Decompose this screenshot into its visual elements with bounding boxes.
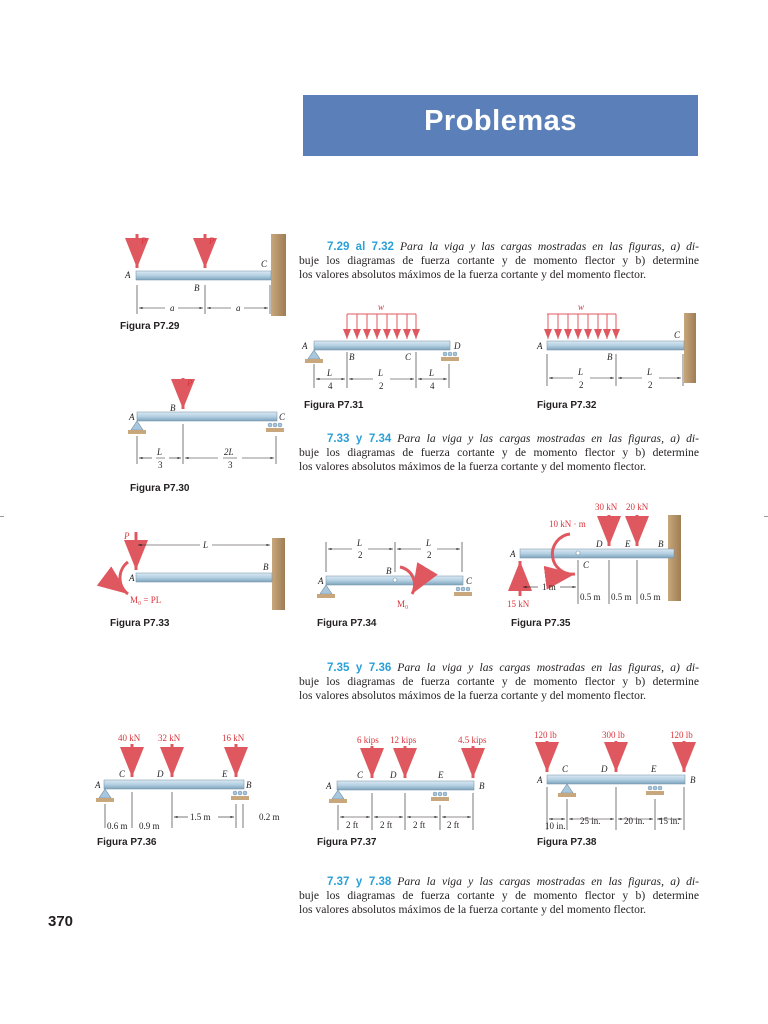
figure-p737 xyxy=(325,735,487,830)
dimension-label: 2 xyxy=(358,550,363,560)
point-label: C xyxy=(357,770,364,780)
dimension-label: L xyxy=(378,368,384,378)
pin-support xyxy=(308,350,320,359)
figure-caption: Figura P7.30 xyxy=(130,483,190,494)
figure-caption: Figura P7.38 xyxy=(537,837,597,848)
point-label: B xyxy=(194,283,200,293)
dimension-label: a xyxy=(236,303,241,313)
text-line: los valores absolutos máximos de la fuerza cortante y del momento flector. xyxy=(299,460,647,473)
roller-support xyxy=(443,352,447,356)
point-label: A xyxy=(129,412,135,422)
dimension-label: 20 in. xyxy=(624,816,645,826)
roller-support xyxy=(433,792,437,796)
load-label: P xyxy=(187,378,193,388)
load-label: 120 lb xyxy=(670,730,693,740)
section-title: Problemas xyxy=(424,105,577,137)
beam xyxy=(136,573,272,582)
point-label: B xyxy=(349,352,355,362)
point-label: E xyxy=(625,539,631,549)
load-label: 4.5 kips xyxy=(458,735,487,745)
load-label: w xyxy=(578,302,585,312)
point-label: D xyxy=(601,764,608,774)
load-label: 32 kN xyxy=(158,733,181,743)
problem-number: 7.35 y 7.36 xyxy=(327,662,392,674)
figure-p729 xyxy=(124,234,286,316)
moment-arrow xyxy=(120,562,128,594)
pin-support xyxy=(99,789,111,798)
point-label: A xyxy=(537,775,543,785)
point-label: B xyxy=(170,403,176,413)
beam xyxy=(520,549,674,558)
point-label: B xyxy=(479,781,485,791)
text-line: los valores absolutos máximos de la fuerza cortante y del momento flector. xyxy=(299,689,647,702)
dimension-label: 4 xyxy=(430,381,435,391)
figure-p732 xyxy=(536,302,696,390)
pin-support xyxy=(320,585,332,594)
dimension-label: L xyxy=(157,447,163,457)
text-line: Para la viga y las cargas mostradas en las figuras, a) di- xyxy=(397,875,699,888)
load-label: P xyxy=(124,531,130,541)
text-line: Para la viga y las cargas mostradas en las figuras, a) di- xyxy=(397,432,699,445)
load-label: 12 kips xyxy=(390,735,417,745)
point-label: C xyxy=(674,330,681,340)
dimension-label: 3 xyxy=(158,460,163,470)
figure-caption: Figura P7.37 xyxy=(317,837,377,848)
figure-p736 xyxy=(94,733,280,831)
point-label: A xyxy=(302,341,308,351)
dimension-label: L xyxy=(426,538,432,548)
text-line: buje los diagramas de fuerza cortante y de momento flector y b) determine xyxy=(299,446,699,459)
point-label: B xyxy=(263,562,269,572)
point-label: D xyxy=(596,539,603,549)
moment-label: M₀ xyxy=(397,599,409,609)
dimension-label: L xyxy=(647,367,653,377)
problem-number: 7.33 y 7.34 xyxy=(327,433,392,445)
roller-support xyxy=(456,587,460,591)
figure-p738 xyxy=(534,730,696,831)
dimension-label: 10 in. xyxy=(545,821,566,831)
load-label: P xyxy=(209,236,215,246)
dimension-label: 2 ft xyxy=(346,820,359,830)
dimension-label: 2 ft xyxy=(380,820,393,830)
figure-caption: Figura P7.33 xyxy=(110,618,170,629)
dimension-label: L xyxy=(429,368,435,378)
point-label: E xyxy=(651,764,657,774)
load-label: 6 kips xyxy=(357,735,379,745)
point-label: D xyxy=(157,769,164,779)
beam xyxy=(547,775,685,784)
dimension-label: 0.5 m xyxy=(611,592,632,602)
dimension-label: 25 in. xyxy=(580,816,601,826)
beam xyxy=(137,412,277,421)
text-line: los valores absolutos máximos de la fuerza cortante y del momento flector. xyxy=(299,268,647,281)
dimension-label: L xyxy=(578,367,584,377)
figure-caption: Figura P7.34 xyxy=(317,618,377,629)
text-line: los valores absolutos máximos de la fuerza cortante y del momento flector. xyxy=(299,903,647,916)
roller-support xyxy=(268,423,272,427)
figure-caption: Figura P7.35 xyxy=(511,618,571,629)
dimension-label: a xyxy=(170,303,175,313)
point-label: C xyxy=(405,352,412,362)
text-line: Para la viga y las cargas mostradas en las figuras, a) di- xyxy=(399,240,699,253)
point-label: C xyxy=(119,769,126,779)
pin-support xyxy=(561,784,573,793)
dimension-label: 3 xyxy=(228,460,233,470)
point-label: A xyxy=(537,341,543,351)
point-label: A xyxy=(125,270,131,280)
dimension-label: 2 xyxy=(579,380,584,390)
figure-p735 xyxy=(507,502,681,609)
moment-label: M₀ = PL xyxy=(130,595,162,605)
load-label: 10 kN · m xyxy=(549,519,586,529)
point-label: B xyxy=(607,352,613,362)
dimension-label: 2 xyxy=(379,381,384,391)
point-label: A xyxy=(129,573,135,583)
load-label: w xyxy=(378,302,385,312)
beam xyxy=(104,780,244,789)
point-label: C xyxy=(261,259,268,269)
text-line: Para la viga y las cargas mostradas en las figuras, a) di- xyxy=(397,661,699,674)
dimension-label: 2L xyxy=(224,447,234,457)
load-label: P xyxy=(141,236,147,246)
text-line: buje los diagramas de fuerza cortante y de momento flector y b) determine xyxy=(299,889,699,902)
point-label: A xyxy=(318,576,324,586)
load-label: 16 kN xyxy=(222,733,245,743)
dimension-label: 0.5 m xyxy=(640,592,661,602)
point-label: B xyxy=(246,780,252,790)
roller-support xyxy=(648,786,652,790)
point-label: B xyxy=(658,539,664,549)
roller-support xyxy=(233,791,237,795)
load-label: 120 lb xyxy=(534,730,557,740)
point-label: B xyxy=(690,775,696,785)
point-label: D xyxy=(390,770,397,780)
dimension-label: 2 xyxy=(648,380,653,390)
load-label: 30 kN xyxy=(595,502,618,512)
pin-support xyxy=(131,421,143,430)
dimension-label: L xyxy=(357,538,363,548)
point-label: A xyxy=(510,549,516,559)
point-label: C xyxy=(583,560,590,570)
dimension-label: L xyxy=(203,540,209,550)
text-line: buje los diagramas de fuerza cortante y de momento flector y b) determine xyxy=(299,254,699,267)
dimension-label: 2 xyxy=(427,550,432,560)
point-label: C xyxy=(279,412,286,422)
point-label: D xyxy=(454,341,461,351)
ground xyxy=(128,430,146,434)
dimension-label: 4 xyxy=(328,381,333,391)
load-label: 15 kN xyxy=(507,599,530,609)
beam xyxy=(314,341,450,350)
figure-caption: Figura P7.32 xyxy=(537,400,597,411)
wall-support xyxy=(684,313,696,383)
problem-number: 7.37 y 7.38 xyxy=(327,876,392,888)
beam xyxy=(337,781,474,790)
dimension-label: 2 ft xyxy=(413,820,426,830)
figure-p730 xyxy=(128,378,286,470)
point-label: A xyxy=(326,781,332,791)
point-label: E xyxy=(222,769,228,779)
point-label: E xyxy=(438,770,444,780)
wall-support xyxy=(272,538,285,610)
text-line: buje los diagramas de fuerza cortante y de momento flector y b) determine xyxy=(299,675,699,688)
dimension-label: 1.5 m xyxy=(190,812,211,822)
figure-caption: Figura P7.29 xyxy=(120,321,180,332)
dimension-label: 0.9 m xyxy=(139,821,160,831)
dimension-label: 0.5 m xyxy=(580,592,601,602)
dimension-label: 2 ft xyxy=(447,820,460,830)
page-number: 370 xyxy=(48,913,74,930)
dimension-label: 15 in. xyxy=(659,816,680,826)
figure-p731 xyxy=(301,302,461,391)
point-label: C xyxy=(562,764,569,774)
dimension-label: 1 m xyxy=(542,582,556,592)
figure-caption: Figura P7.36 xyxy=(97,837,157,848)
problem-number: 7.29 al 7.32 xyxy=(327,241,394,253)
load-label: 40 kN xyxy=(118,733,141,743)
point-label: A xyxy=(95,780,101,790)
beam xyxy=(547,341,684,350)
wall-support xyxy=(271,234,286,316)
beam xyxy=(136,271,271,280)
dimension-label: L xyxy=(327,368,333,378)
figure-p734 xyxy=(317,538,473,609)
load-label: 300 lb xyxy=(602,730,625,740)
dimension-label: 0.6 m xyxy=(107,821,128,831)
pin-support xyxy=(332,790,344,799)
dimension-label: 0.2 m xyxy=(259,812,280,822)
point-label: B xyxy=(386,566,392,576)
figure-p733 xyxy=(120,531,285,610)
figure-caption: Figura P7.31 xyxy=(304,400,364,411)
point-label: C xyxy=(466,576,473,586)
load-label: 20 kN xyxy=(626,502,649,512)
